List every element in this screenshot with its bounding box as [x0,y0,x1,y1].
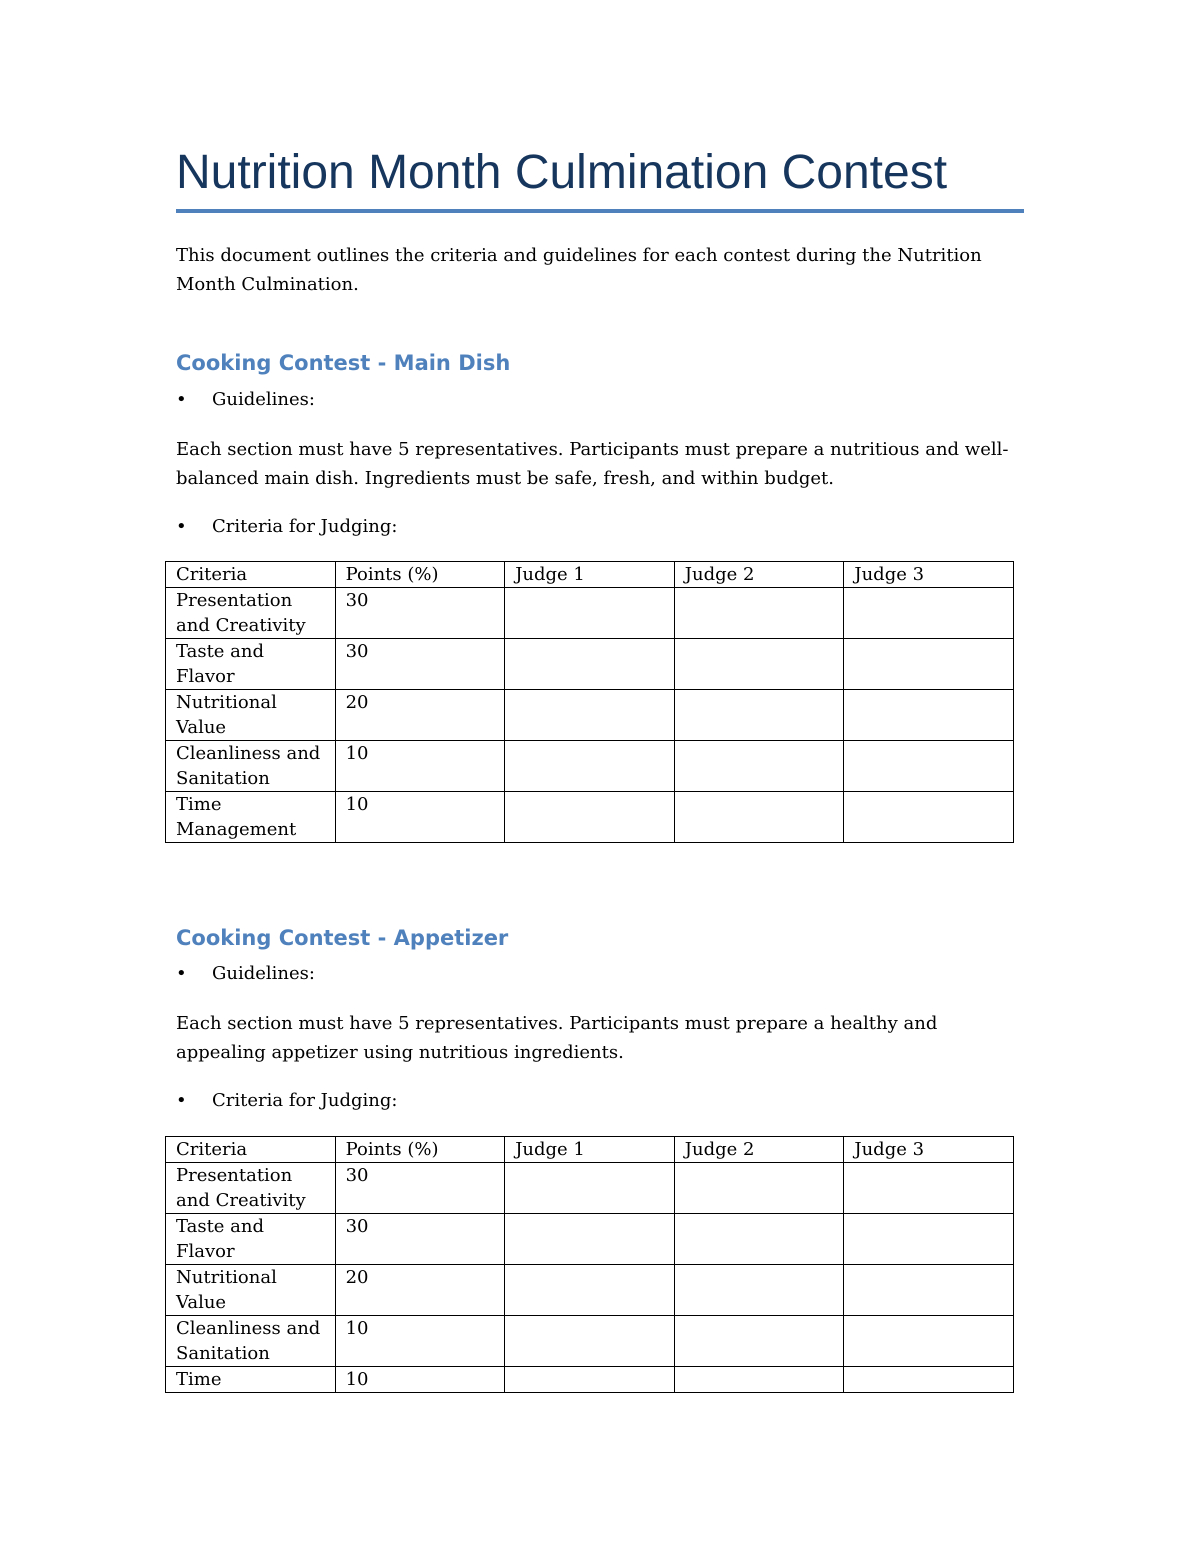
criteria-cell: Taste and Flavor [166,639,336,690]
judge-1-cell [505,639,675,690]
table-row [166,1367,1014,1393]
judge-2-cell [674,1214,844,1265]
criteria-cell: Taste and Flavor [166,1214,336,1265]
table-row [166,792,1014,843]
judge-3-cell [844,690,1014,741]
points-cell: 30 [335,1214,505,1265]
judge-3-cell [844,1214,1014,1265]
criteria-cell: Time Management [166,792,336,843]
bullet-icon: • [176,516,187,537]
criteria-table-main-dish [165,561,1014,843]
table-row [166,690,1014,741]
judge-1-cell [505,690,675,741]
header-cell: Judge 2 [674,1137,844,1163]
judge-2-cell [674,792,844,843]
table-row [166,639,1014,690]
judge-1-cell [505,1367,675,1393]
points-cell: 30 [335,588,505,639]
section-heading-appetizer: Cooking Contest - Appetizer [176,926,509,950]
criteria-cell: Nutritional Value [166,690,336,741]
judge-2-cell [674,741,844,792]
table-row [166,1316,1014,1367]
table-header-row [166,1137,1014,1163]
guidelines-label: Guidelines: [212,963,315,984]
criteria-label: Criteria for Judging: [212,1090,398,1111]
header-cell: Judge 1 [505,1137,675,1163]
judge-3-cell [844,1265,1014,1316]
bullet-icon: • [176,389,187,410]
points-cell: 30 [335,639,505,690]
criteria-cell: Cleanliness and Sanitation [166,741,336,792]
guidelines-bullet [176,387,315,413]
points-cell: 10 [335,741,505,792]
document-title: Nutrition Month Culmination Contest [176,146,948,199]
points-cell: 30 [335,1163,505,1214]
judge-1-cell [505,1265,675,1316]
judge-3-cell [844,588,1014,639]
guidelines-label: Guidelines: [212,389,315,410]
judge-3-cell [844,1163,1014,1214]
section-heading-main-dish: Cooking Contest - Main Dish [176,351,511,375]
header-cell: Criteria [166,1137,336,1163]
criteria-bullet [176,1088,397,1114]
judge-2-cell [674,1316,844,1367]
table-row [166,1163,1014,1214]
bullet-icon: • [176,963,187,984]
judge-1-cell [505,741,675,792]
points-cell: 20 [335,1265,505,1316]
criteria-cell: Nutritional Value [166,1265,336,1316]
judge-2-cell [674,639,844,690]
criteria-bullet [176,514,397,540]
judge-1-cell [505,1214,675,1265]
judge-1-cell [505,588,675,639]
table-row [166,588,1014,639]
header-cell: Judge 1 [505,562,675,588]
judge-2-cell [674,588,844,639]
judge-3-cell [844,792,1014,843]
table-row [166,741,1014,792]
guidelines-text: Each section must have 5 representatives. Participants must prepare a nutritious and well-balanced main dish. Ingredients must be safe, fresh, and within budget. [176,439,1009,489]
header-cell: Criteria [166,562,336,588]
judge-2-cell [674,690,844,741]
header-cell: Points (%) [335,1137,505,1163]
criteria-cell: Presentation and Creativity [166,588,336,639]
judge-1-cell [505,1163,675,1214]
bullet-icon: • [176,1090,187,1111]
table-header-row [166,562,1014,588]
judge-1-cell [505,792,675,843]
judge-2-cell [674,1163,844,1214]
points-cell: 10 [335,1316,505,1367]
judge-3-cell [844,1316,1014,1367]
criteria-label: Criteria for Judging: [212,516,398,537]
criteria-cell: Presentation and Creativity [166,1163,336,1214]
judge-3-cell [844,1367,1014,1393]
title-underline [176,209,1024,213]
guidelines-bullet [176,961,315,987]
judge-1-cell [505,1316,675,1367]
judge-3-cell [844,639,1014,690]
points-cell: 10 [335,792,505,843]
header-cell: Points (%) [335,562,505,588]
points-cell: 10 [335,1367,505,1393]
points-cell: 20 [335,690,505,741]
table-row [166,1265,1014,1316]
header-cell: Judge 3 [844,1137,1014,1163]
criteria-cell: Cleanliness and Sanitation [166,1316,336,1367]
table-row [166,1214,1014,1265]
criteria-cell: Time [166,1367,336,1393]
guidelines-text: Each section must have 5 representatives. Participants must prepare a healthy and appealing appetizer using nutritious ingredients. [176,1013,938,1063]
header-cell: Judge 2 [674,562,844,588]
judge-2-cell [674,1265,844,1316]
judge-2-cell [674,1367,844,1393]
criteria-table-appetizer [165,1136,1014,1393]
judge-3-cell [844,741,1014,792]
header-cell: Judge 3 [844,562,1014,588]
intro-paragraph: This document outlines the criteria and guidelines for each contest during the Nutrition Month Culmination. [176,245,982,295]
